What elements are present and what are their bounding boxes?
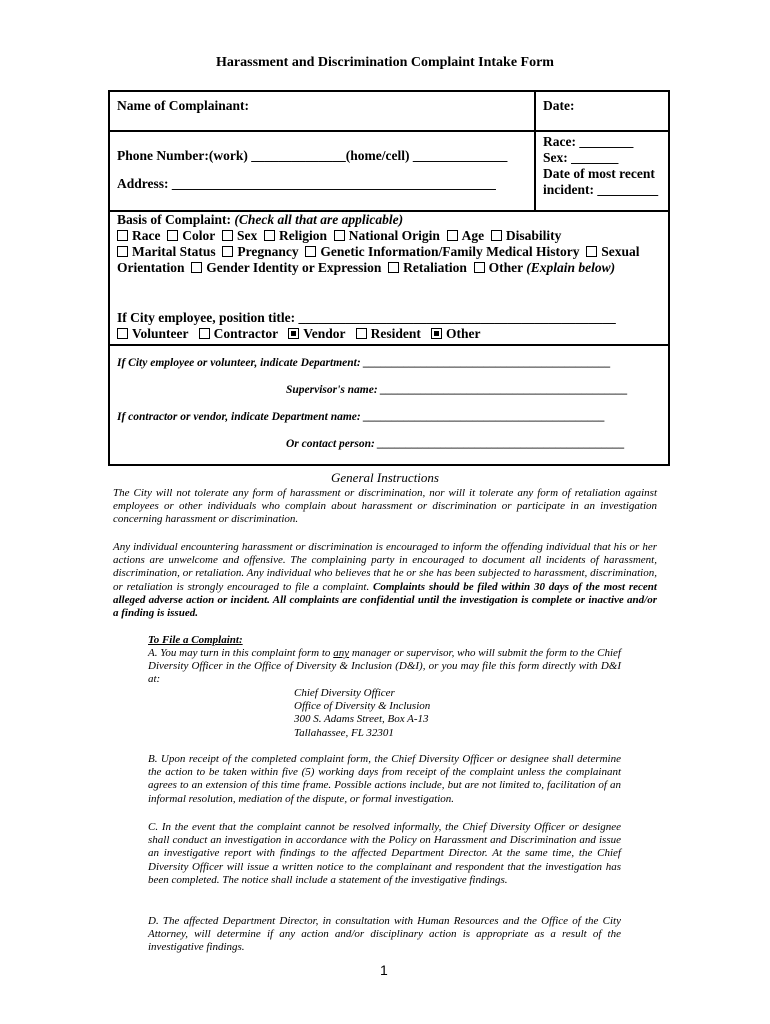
basis-religion[interactable]: Religion — [264, 228, 327, 243]
encouragement-paragraph: Any individual encountering harassment or discrimination is encouraged to inform the offending individual that his or her actions are unwelcome and offensive. The complaining party in encouraged to document all incidents of harassment, discrimination, or retaliation. Any individual who believes that he or she has been subjected to harassment, discrimination, or retaliation is strongly encouraged to file a complaint. Complaints should be filed within 30 days of the most recent alleged adverse action or incident. All complaints are confidential until the investigation is complete or inactive and/or a finding is issued. — [113, 541, 657, 620]
instructions-heading: General Instructions — [331, 470, 439, 485]
page-title: Harassment and Discrimination Complaint Intake Form — [216, 55, 554, 70]
step-a: A. You may turn in this complaint form to any manager or supervisor, who will submit the form to the Chief Diversity Officer in the Office of Diversity & Inclusion (D&I), or you may file this form directly with D&I at: — [148, 647, 621, 686]
checkbox[interactable] — [491, 230, 502, 241]
checkbox[interactable] — [264, 230, 275, 241]
type-contractor[interactable]: Contractor — [199, 326, 278, 341]
checkbox[interactable] — [447, 230, 458, 241]
type-other[interactable]: Other — [431, 326, 481, 341]
step-d: D. The affected Department Director, in consultation with Human Resources and the Office of the City Attorney, will determine if any action and/or disciplinary action is appropriate as a result of the investigative findings. — [148, 915, 621, 954]
policy-paragraph: The City will not tolerate any form of harassment or discrimination, nor will it tolerate any form of retaliation against employees or other individuals who complain about harassment or discrimination or participate in an investigation concerning harassment or discrimination. — [113, 487, 657, 526]
contact-person-field[interactable]: Or contact person: ___________________________________________ — [286, 438, 625, 450]
checkbox[interactable] — [117, 230, 128, 241]
basis-other[interactable]: Other (Explain below) — [474, 260, 616, 275]
checkbox[interactable] — [222, 230, 233, 241]
type-resident[interactable]: Resident — [356, 326, 421, 341]
basis-genetic-info[interactable]: Genetic Information/Family Medical History — [305, 244, 579, 259]
checkbox-checked[interactable] — [288, 328, 299, 339]
basis-race[interactable]: Race — [117, 228, 160, 243]
type-volunteer[interactable]: Volunteer — [117, 326, 189, 341]
basis-gender-identity[interactable]: Gender Identity or Expression — [191, 260, 381, 275]
checkbox-checked[interactable] — [431, 328, 442, 339]
checkbox[interactable] — [474, 262, 485, 273]
deadline-text: Complaints should be filed within 30 days of the most recent alleged adverse action or incident. All complaints are confidential until the investigation is complete or inactive and/or a finding is issued. — [113, 580, 657, 620]
name-label[interactable]: Name of Complainant: — [117, 98, 249, 113]
to-file-heading: To File a Complaint: — [148, 634, 243, 646]
basis-note: (Check all that are applicable) — [234, 212, 404, 227]
phone-field[interactable]: Phone Number:(work) ______________(home/cell) ______________ — [117, 148, 508, 163]
checkbox[interactable] — [334, 230, 345, 241]
address-field[interactable]: Address: ________________________________________________ — [117, 176, 496, 191]
orientation-text: Orientation — [117, 260, 185, 275]
divider — [110, 130, 668, 132]
step-b: B. Upon receipt of the completed complaint form, the Chief Diversity Officer or designee shall determine the action to be taken within five (5) working days from receipt of the complaint unless the complainant agrees to an extension of this time frame. Possible actions include, but are not limited to, facilitation of an informal resolution, mediation of the dispute, or formal investigation. — [148, 753, 621, 805]
checkbox[interactable] — [191, 262, 202, 273]
position-title-field[interactable]: If City employee, position title: _______________________________________________ — [117, 310, 616, 325]
checkbox[interactable] — [388, 262, 399, 273]
intake-form — [108, 90, 670, 466]
complainant-type-row — [117, 326, 481, 342]
type-vendor[interactable]: Vendor — [288, 326, 345, 341]
department-field[interactable]: If City employee or volunteer, indicate Department: ___________________________________________ — [117, 357, 611, 369]
page-number: 1 — [380, 962, 388, 978]
date-recent-label: Date of most recent — [543, 166, 655, 181]
basis-color[interactable]: Color — [167, 228, 215, 243]
basis-pregnancy[interactable]: Pregnancy — [222, 244, 298, 259]
basis-heading — [117, 212, 403, 228]
basis-marital-status[interactable]: Marital Status — [117, 244, 216, 259]
race-field[interactable]: Race: ________ — [543, 134, 634, 149]
basis-sexual-orientation[interactable]: Sexual — [586, 244, 639, 259]
basis-retaliation[interactable]: Retaliation — [388, 260, 467, 275]
checkbox[interactable] — [199, 328, 210, 339]
checkbox[interactable] — [222, 246, 233, 257]
basis-row-1 — [117, 228, 561, 244]
checkbox[interactable] — [117, 246, 128, 257]
basis-sex[interactable]: Sex — [222, 228, 257, 243]
checkbox[interactable] — [586, 246, 597, 257]
sex-field[interactable]: Sex: _______ — [543, 150, 619, 165]
basis-disability[interactable]: Disability — [491, 228, 562, 243]
dni-address: Chief Diversity Officer Office of Diversity & Inclusion 300 S. Adams Street, Box A-13 Tallahassee, FL 32301 — [294, 687, 431, 739]
basis-row-3 — [117, 260, 615, 276]
checkbox[interactable] — [356, 328, 367, 339]
supervisor-field[interactable]: Supervisor's name: ___________________________________________ — [286, 384, 628, 396]
checkbox[interactable] — [305, 246, 316, 257]
checkbox[interactable] — [117, 328, 128, 339]
incident-date-field[interactable]: incident: _________ — [543, 182, 659, 197]
contractor-dept-field[interactable]: If contractor or vendor, indicate Department name: __________________________________________ — [117, 411, 606, 423]
step-c: C. In the event that the complaint cannot be resolved informally, the Chief Diversity Officer or designee shall conduct an investigation in accordance with the Policy on Harassment and Discrimination and issue an investigative report with findings to the affected Department Director. At the same time, the Chief Diversity Officer will issue a written notice to the complainant and respondent that the investigation has been completed. The notice shall include a statement of the investigative findings. — [148, 821, 621, 886]
basis-label: Basis of Complaint: — [117, 212, 235, 227]
basis-age[interactable]: Age — [447, 228, 485, 243]
divider — [110, 344, 668, 346]
divider — [534, 92, 536, 210]
checkbox[interactable] — [167, 230, 178, 241]
basis-row-2 — [117, 244, 639, 260]
basis-national-origin[interactable]: National Origin — [334, 228, 440, 243]
date-label[interactable]: Date: — [543, 98, 575, 113]
